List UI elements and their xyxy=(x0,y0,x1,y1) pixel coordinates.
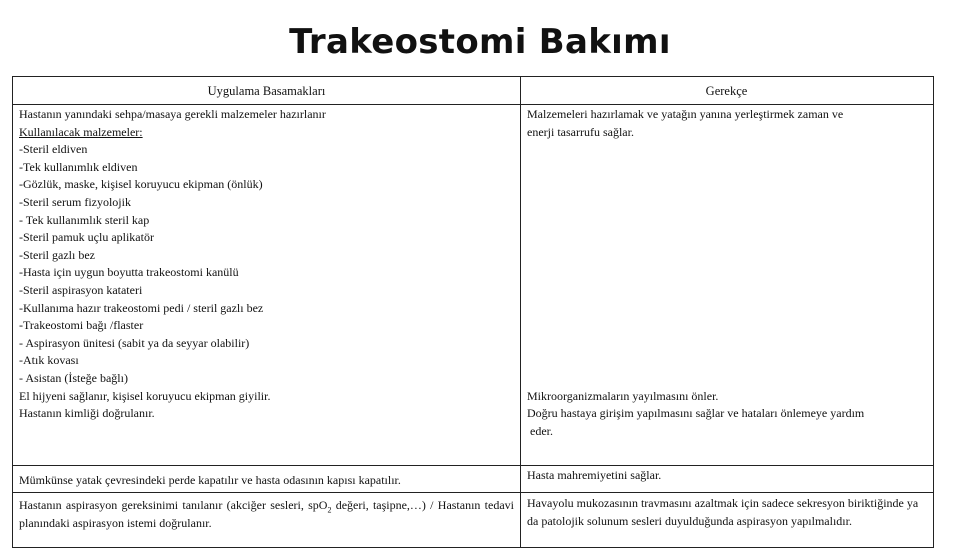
step-subscript: 2 xyxy=(327,505,332,515)
material-item: -Hasta için uygun boyutta trakeostomi kanülü xyxy=(19,265,239,280)
material-item: -Atık kovası xyxy=(19,353,79,368)
material-item: - Asistan (İsteğe bağlı) xyxy=(19,370,128,385)
material-item: -Kullanıma hazır trakeostomi pedi / steril gazlı bez xyxy=(19,300,264,315)
step-text-o: O xyxy=(318,498,328,512)
material-item: -Gözlük, maske, kişisel koruyucu ekipman (önlük) xyxy=(19,177,263,192)
step-text-b: değeri, taşipne,…) / Hastanın tedavi planındaki aspirasyon istemi doğrulanır. xyxy=(19,498,515,530)
header-steps: Uygulama Basamakları xyxy=(13,77,521,104)
material-item: -Steril eldiven xyxy=(19,142,88,157)
header-rationale: Gerekçe xyxy=(705,84,748,98)
rationale-text: Havayolu mukozasının travmasını azaltmak için sadece sekresyon biriktiğinde ya da patolojik solunum sesleri duyulduğunda aspirasyon yapılmalıdır. xyxy=(527,496,919,528)
step-line: Hastanın yanındaki sehpa/masaya gerekli malzemeler hazırlanır xyxy=(19,107,326,121)
care-steps-table xyxy=(12,76,934,548)
rationale-cell xyxy=(521,493,932,547)
step-text: Mümkünse yatak çevresindeki perde kapatılır ve hasta odasının kapısı kapatılır. xyxy=(19,473,401,488)
rationale-line: Doğru hastaya girişim yapılmasını sağlar ve hataları önlemeye yardım xyxy=(527,406,865,421)
steps-cell xyxy=(13,466,521,492)
steps-cell xyxy=(13,105,521,465)
rationale-line: Malzemeleri hazırlamak ve yatağın yanına yerleştirmek zaman ve xyxy=(527,107,844,121)
page-title: Trakeostomi Bakımı xyxy=(289,22,671,62)
step-text-a: Hastanın aspirasyon gereksinimi tanılanır (akciğer sesleri, sp xyxy=(19,498,319,512)
table-row xyxy=(13,466,933,493)
rationale-cell xyxy=(521,105,932,465)
rationale-cell xyxy=(521,466,932,492)
material-item: -Steril pamuk uçlu aplikatör xyxy=(19,230,154,245)
rationale-text: Hasta mahremiyetini sağlar. xyxy=(527,468,662,482)
rationale-line: enerji tasarrufu sağlar. xyxy=(527,124,634,139)
material-item: -Steril aspirasyon kataterі xyxy=(19,282,143,297)
rationale-line: eder. xyxy=(530,423,553,438)
material-item: -Steril gazlı bez xyxy=(19,247,95,262)
table-row xyxy=(13,105,933,466)
materials-heading: Kullanılacak malzemeler: xyxy=(19,124,143,139)
rationale-spacer xyxy=(527,141,926,387)
table-header-row xyxy=(13,77,933,105)
step-line: Hastanın kimliği doğrulanır. xyxy=(19,406,155,421)
material-item: -Tek kullanımlık eldiven xyxy=(19,159,138,174)
steps-cell xyxy=(13,493,521,547)
material-item: -Trakeostomi bağı /flaster xyxy=(19,318,144,333)
step-line: El hijyeni sağlanır, kişisel koruyucu ekipman giyilir. xyxy=(19,388,271,403)
table-row xyxy=(13,493,933,547)
material-item: -Steril serum fizyolojik xyxy=(19,194,131,209)
material-item: - Aspirasyon ünitesi (sabit ya da seyyar olabilir) xyxy=(19,335,250,350)
rationale-line: Mikroorganizmaların yayılmasını önler. xyxy=(527,388,719,403)
material-item: - Tek kullanımlık steril kap xyxy=(19,212,150,227)
